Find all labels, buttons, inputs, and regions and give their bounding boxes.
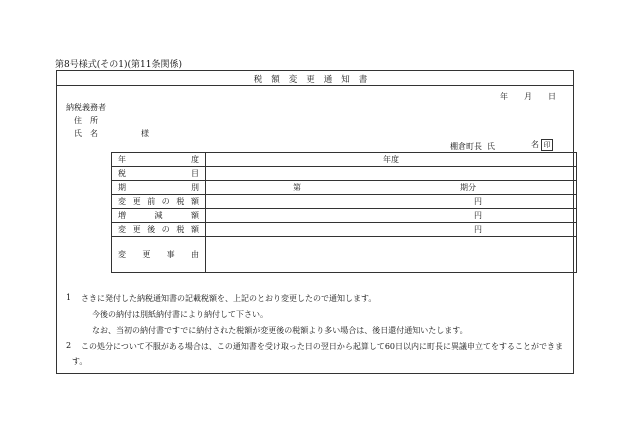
issuer-shi: 氏 [487, 142, 495, 151]
table-row: 税 目 [112, 167, 577, 181]
note-1-line-3: なお、当初の納付書ですでに納付された税額が変更後の税額より多い場合は、後日還付通知いたします。 [92, 326, 468, 335]
tax-item-value [206, 167, 577, 181]
diff-amount: 円 [206, 209, 577, 223]
taxpayer-label: 納税義務者 [66, 103, 106, 112]
period-value: 第 期分 [206, 181, 577, 195]
notice-title: 税額変更通知書 [253, 75, 377, 85]
reason-value [206, 237, 577, 273]
name-label: 氏 名 [74, 129, 98, 138]
issuer-mei: 名 印 [531, 139, 553, 151]
tax-change-table [111, 152, 577, 273]
table-row: 変 更 後 の 税 額 円 [112, 223, 577, 237]
note-1-line-2: 今後の納付は別紙納付書により納付して下さい。 [92, 310, 268, 319]
note-2-number: 2 [66, 341, 72, 350]
table-row: 期 別 第 期分 [112, 181, 577, 195]
year-value: 年度 [206, 153, 577, 167]
form-number: 第8号様式(その1)(第11条関係) [55, 60, 182, 70]
table-row: 年 度 年度 [112, 153, 577, 167]
note-2-line-1: この処分について不服がある場合は、この通知書を受け取った日の翌日から起算して60日以内に町長に異議申立てをすることができま [81, 342, 564, 351]
table-row: 増 減 額 円 [112, 209, 577, 223]
date-year: 年 [500, 92, 508, 101]
table-row: 変 更 前 の 税 額 円 [112, 195, 577, 209]
issuer-title: 棚倉町長 [450, 142, 482, 151]
table-row: 変 更 事 由 [112, 237, 577, 273]
date-month: 月 [524, 92, 532, 101]
note-1-number: 1 [66, 293, 72, 302]
title-bar [57, 71, 573, 86]
note-1-line-1: さきに発付した納税通知書の記載税額を、上記のとおり変更したので通知します。 [81, 294, 377, 303]
date-day: 日 [548, 92, 556, 101]
after-amount: 円 [206, 223, 577, 237]
notice-frame [56, 70, 574, 374]
honorific: 様 [141, 129, 149, 138]
before-amount: 円 [206, 195, 577, 209]
seal-icon: 印 [541, 139, 553, 151]
address-label: 住 所 [74, 116, 98, 125]
note-2-line-2: す。 [72, 357, 88, 366]
